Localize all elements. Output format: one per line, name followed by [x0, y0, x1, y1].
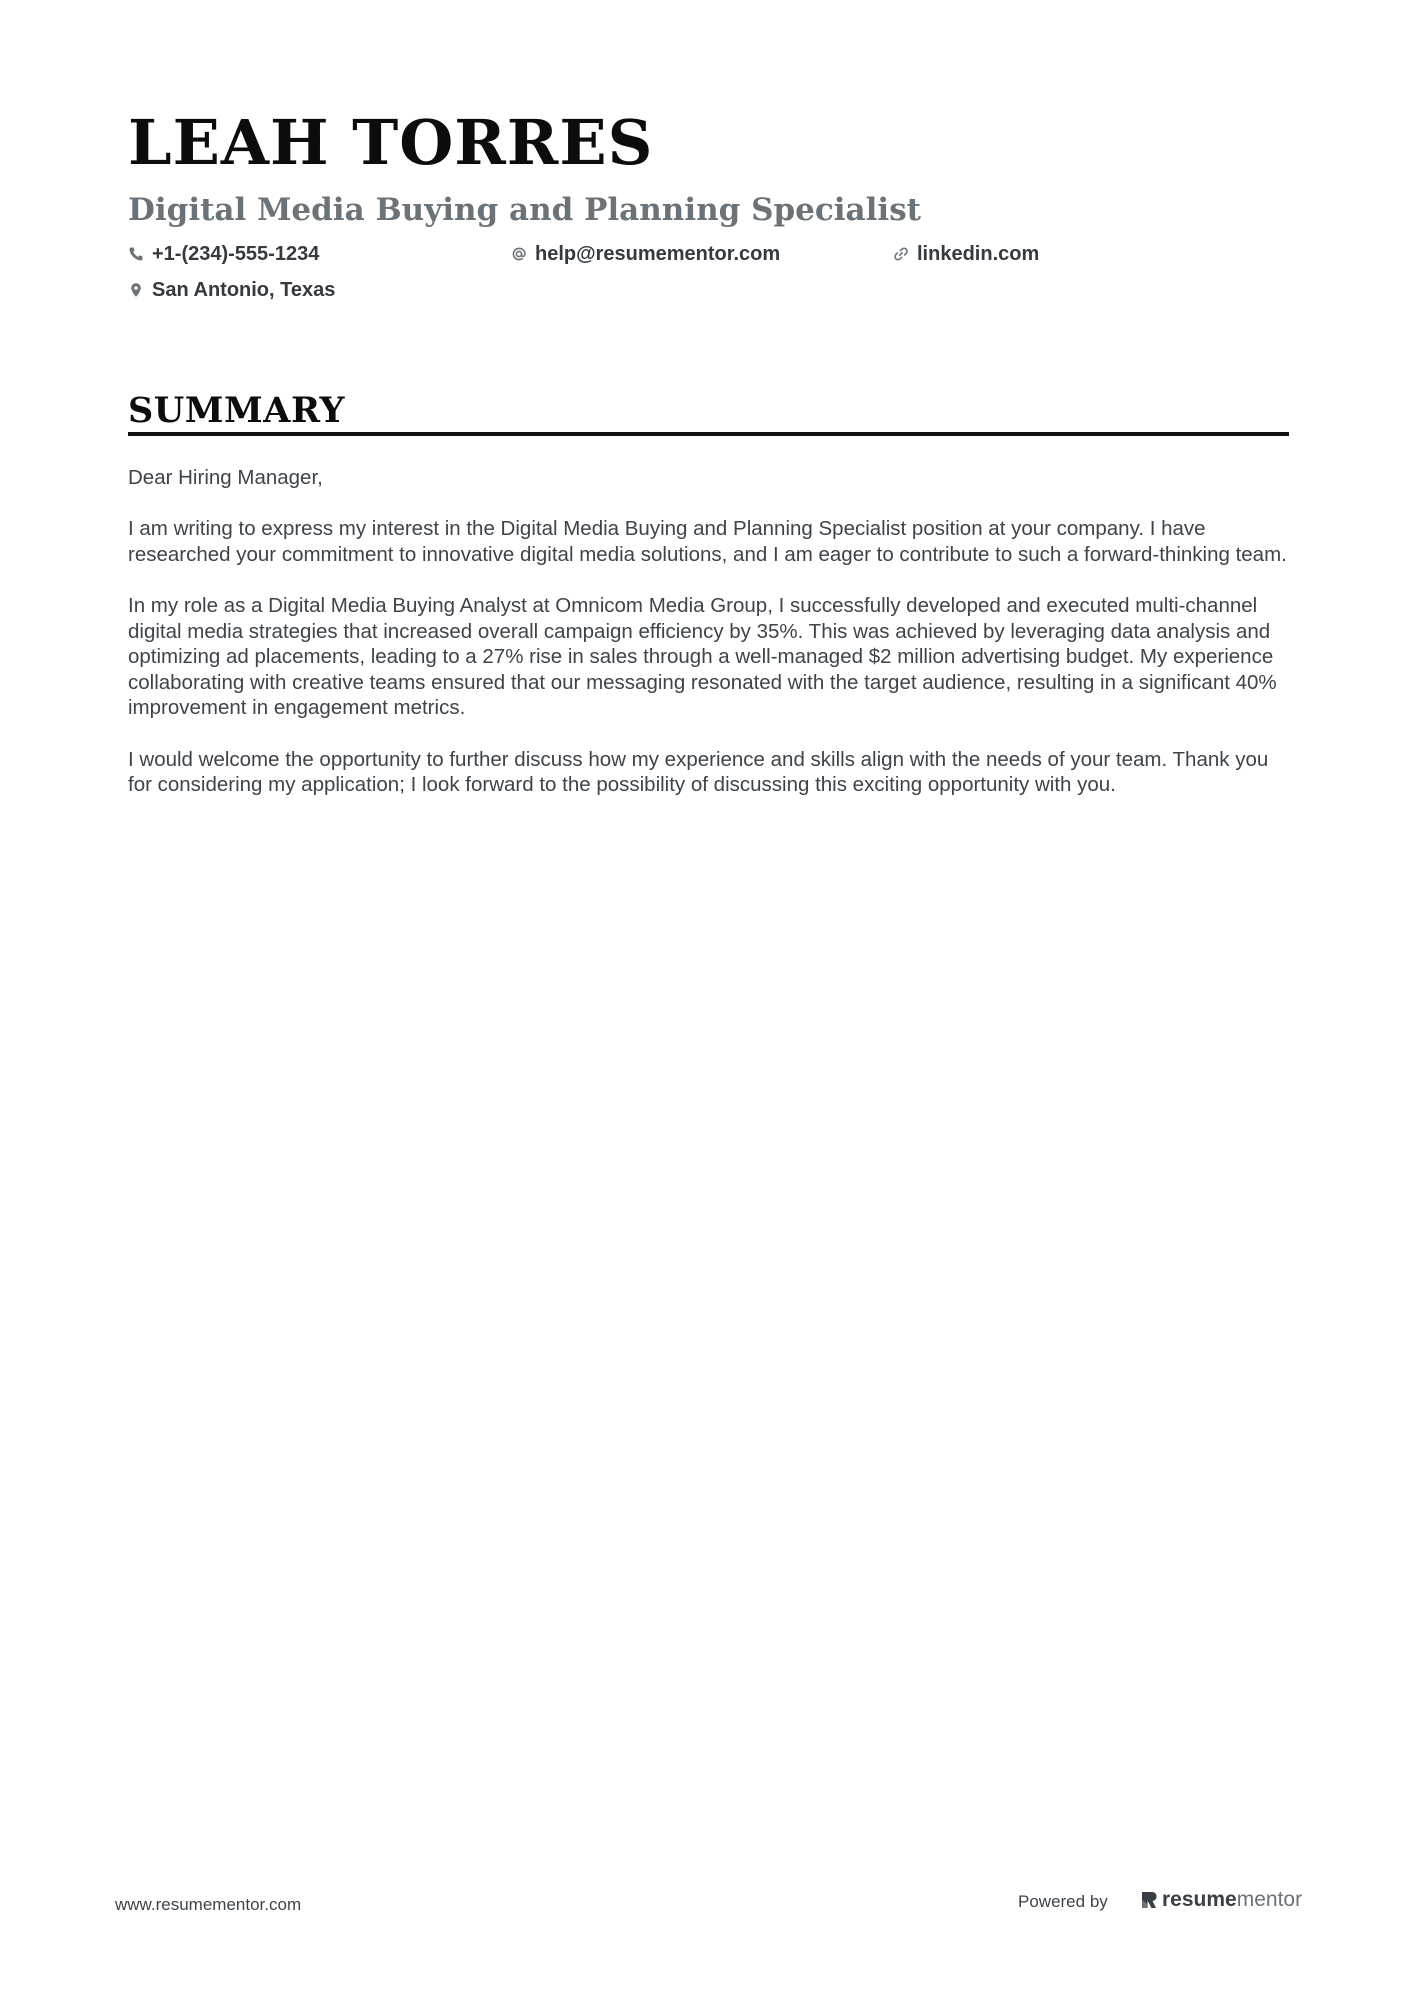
candidate-name: LEAH TORRES [128, 106, 654, 179]
footer-powered-by: Powered by [1018, 1892, 1108, 1911]
contact-phone[interactable] [128, 244, 319, 264]
contact-email[interactable] [511, 244, 780, 264]
resumementor-logo-icon [1140, 1890, 1158, 1910]
body-paragraph: In my role as a Digital Media Buying Analyst at Omnicom Media Group, I successfully developed and executed multi-channel digital media strategies that increased overall campaign efficiency by 35%. This was achieved by leveraging data analysis and optimizing ad placements, leading to a 27% rise in sales through a well-managed $2 million advertising budget. My experience collaborating with creative teams ensured that our messaging resonated with the target audience, resulting in a significant 40% improvement in engagement metrics. [128, 593, 1277, 720]
contact-linkedin[interactable] [893, 244, 1039, 264]
phone-icon [128, 246, 144, 262]
summary-body [128, 465, 1293, 823]
body-paragraph: I would welcome the opportunity to further discuss how my experience and skills align with the needs of your team. Thank you for considering my application; I look forward to the possibility of discussing this exciting opportunity with you. [128, 747, 1269, 797]
contact-linkedin-text: linkedin.com [917, 243, 1040, 265]
brand-name-part2: mentor [1236, 1888, 1303, 1911]
contact-location-text: San Antonio, Texas [152, 279, 336, 301]
contact-email-text: help@resumementor.com [535, 243, 781, 265]
summary-heading: SUMMARY [128, 390, 345, 431]
location-pin-icon [128, 282, 144, 298]
job-title: Digital Media Buying and Planning Specialist [128, 192, 921, 228]
footer-website-link[interactable]: www.resumementor.com [115, 1895, 302, 1914]
section-divider [128, 432, 1289, 436]
at-icon [511, 246, 527, 262]
salutation: Dear Hiring Manager, [128, 466, 323, 489]
body-paragraph: I am writing to express my interest in the Digital Media Buying and Planning Specialist position at your company. I have researched your commitment to innovative digital media solutions, and I am eager to contribute to such a forward-thinking team. [128, 517, 1287, 566]
brand-name-part1: resume [1162, 1888, 1237, 1911]
contact-location [128, 280, 335, 300]
footer-brand-logo[interactable] [1140, 1888, 1302, 1912]
link-icon [893, 246, 909, 262]
contact-phone-text: +1-(234)-555-1234 [152, 243, 320, 265]
